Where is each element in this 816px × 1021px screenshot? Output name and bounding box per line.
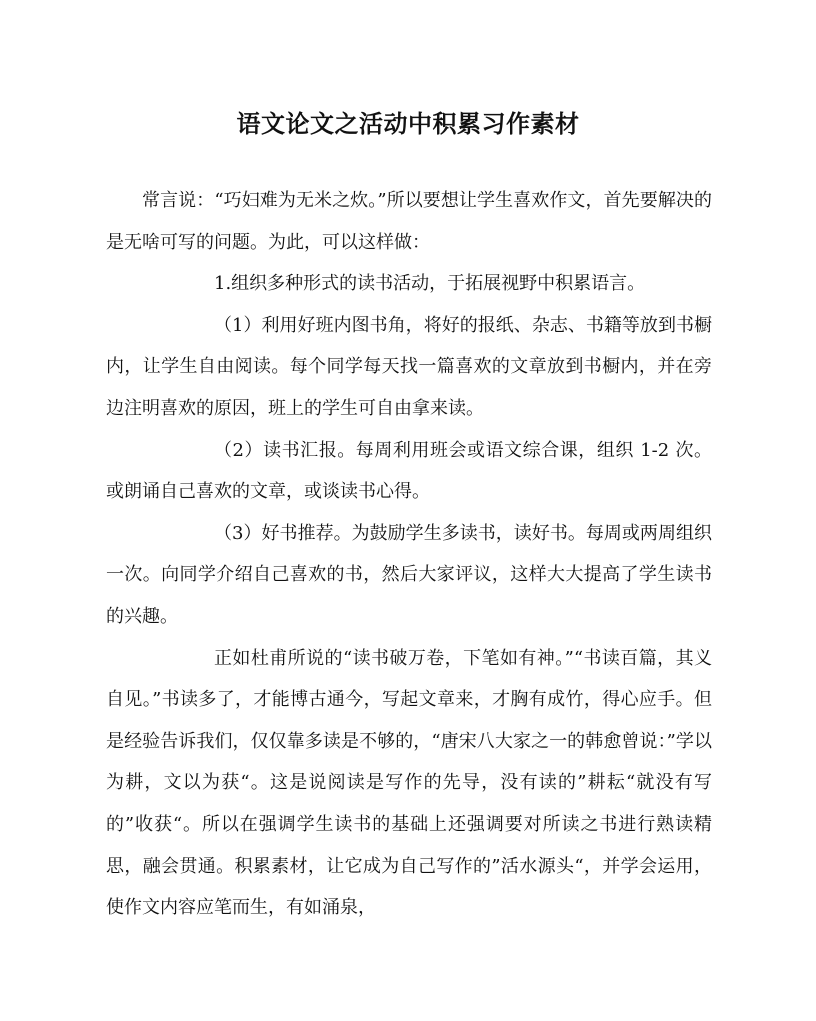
paragraph-item-1: 1.组织多种形式的读书活动，于拓展视野中积累语言。 [214,273,646,295]
document-body [106,180,712,929]
paragraph-subitem-2: （2）读书汇报。每周利用班会或语文综合课，组织 1-2 次。或朗诵自己喜欢的文章，或谈读书心得。 [106,439,712,503]
document-title: 语文论文之活动中积累习作素材 [236,109,580,138]
paragraph-subitem-3: （3）好书推荐。为鼓励学生多读书，读好书。每周或两周组织一次。向同学介绍自己喜欢的书，然后大家评议，这样大大提高了学生读书的兴趣。 [106,522,712,627]
paragraph-subitem-1: （1）利用好班内图书角，将好的报纸、杂志、书籍等放到书橱内，让学生自由阅读。每个同学每天找一篇喜欢的文章放到书橱内，并在旁边注明喜欢的原因，班上的学生可自由拿来读。 [106,314,712,419]
paragraph-intro: 常言说：“巧妇难为无米之炊。”所以要想让学生喜欢作文，首先要解决的是无啥可写的问题。为此，可以这样做： [106,190,712,253]
paragraph-quote: 正如杜甫所说的“读书破万卷，下笔如有神。”“书读百篇，其义自见。”书读多了，才能博古通今，写起文章来，才胸有成竹，得心应手。但是经验告诉我们，仅仅靠多读是不够的，“唐宋八大家之一的韩愈曾说：”学以为耕，文以为获“。这是说阅读是写作的先导，没有读的”耕耘“就没有写的”收获“。所以在强调学生读书的基础上还强调要对所读之书进行熟读精思，融会贯通。积累素材，让它成为自己写作的”活水源头“，并学会运用，使作文内容应笔而生，有如涌泉， [106,647,712,919]
